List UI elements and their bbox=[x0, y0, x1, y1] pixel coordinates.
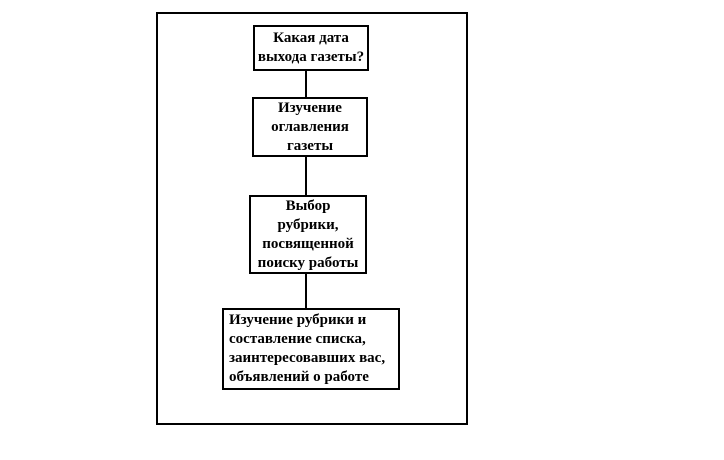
step-text-line: оглавления bbox=[271, 118, 349, 135]
step-text-line: заинтересовавших вас, bbox=[229, 350, 386, 366]
step-text-line: Изучение bbox=[278, 99, 342, 116]
step-text-line: объявлений о работе bbox=[229, 369, 369, 385]
step-text-line: рубрики, bbox=[277, 216, 339, 233]
step-text-line: Изучение рубрики и bbox=[229, 312, 367, 328]
step-text-line: составление списка, bbox=[229, 331, 366, 347]
step-text-line: Выбор bbox=[285, 197, 331, 214]
connector-line-1 bbox=[305, 71, 307, 97]
flow-step-newspaper-date bbox=[253, 25, 369, 71]
flow-step-study-contents bbox=[252, 97, 368, 157]
step-text-line: выхода газеты? bbox=[257, 49, 365, 65]
flow-step-choose-rubric bbox=[249, 195, 367, 274]
connector-line-3 bbox=[305, 274, 307, 308]
step-text-line: газеты bbox=[286, 137, 334, 154]
step-text-line: посвященной bbox=[262, 235, 354, 252]
flow-step-study-rubric-make-list bbox=[222, 308, 400, 390]
step-text-line: Какая дата bbox=[273, 30, 349, 46]
step-text-line: поиску работы bbox=[257, 254, 359, 271]
connector-line-2 bbox=[305, 157, 307, 195]
